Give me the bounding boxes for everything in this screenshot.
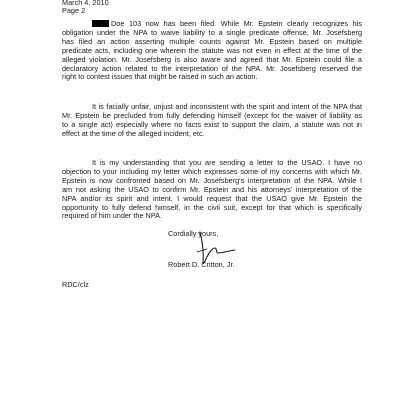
paragraph-1-line-5: alleged violation. Mr. Josefsberg is also aware and agreed that Mr. Epstein could file a bbox=[62, 55, 362, 64]
page-number: Page 2 bbox=[62, 6, 86, 15]
paragraph-1-line-1-text: Doe 103 now has been filed. While Mr. Epstein clearly recognizes his bbox=[111, 20, 362, 28]
paragraph-2-line-1: It is facially unfair, unjust and inconsistent with the spirit and intent of the NPA that bbox=[92, 103, 362, 111]
paragraph-1 bbox=[62, 20, 362, 82]
paragraph-1-line-6: declaratory action related to the interpretation of the NPA. Mr. Josefsberg reserved the bbox=[62, 64, 362, 73]
paragraph-1-line-4: predicate acts, including one wherein the statute was not even in effect at the time of the bbox=[62, 46, 362, 55]
paragraph-3-line-2: objection to your including my letter which expresses some of my concerns with which Mr. bbox=[62, 167, 362, 176]
paragraph-3-line-4: am not asking the USAO to confirm Mr. Epstein and his attorneys' interpretation of the bbox=[62, 185, 362, 194]
paragraph-3-line-6: opportunity to fully defend himself, in the civil suit, except for that which is specifically bbox=[62, 203, 362, 212]
paragraph-2 bbox=[62, 103, 362, 139]
paragraph-3-line-5: NPA and/or its spirit and intent, I would request that the USAO give Mr. Epstein the bbox=[62, 194, 362, 203]
paragraph-3-line-3: Epstein is now confronted based on Mr. Josefsberg's interpretation of the NPA. While I bbox=[62, 176, 362, 185]
redaction-bar bbox=[92, 20, 109, 27]
paragraph-1-line-3: has filed an action asserting multiple counts against Mr. Epstein based on multiple bbox=[62, 37, 362, 46]
paragraph-2-line-3: to a single act) especially where no facts exist to support the claim, a statute was not in bbox=[62, 120, 362, 129]
paragraph-3 bbox=[62, 159, 362, 221]
paragraph-1-line-2: obligation under the NPA to waive liability to a single predicate offense, Mr. Josefsberg bbox=[62, 28, 362, 37]
paragraph-3-line-7: required of him under the NPA. bbox=[62, 212, 163, 221]
paragraph-1-line-7: right to contest issues that might be raised in such an action. bbox=[62, 73, 258, 82]
typist-initials: RDC/clz bbox=[62, 280, 89, 289]
closing-salutation: Cordially yours, bbox=[168, 229, 219, 238]
letter-date: March 4, 2010 bbox=[62, 0, 109, 7]
signer-name: Robert D. Critton, Jr. bbox=[168, 260, 235, 269]
paragraph-2-line-2: Mr. Epstein be precluded from fully defending himself (except for the waiver of liability as bbox=[62, 111, 362, 120]
paragraph-1-line-1 bbox=[62, 20, 362, 29]
paragraph-3-line-1: It is my understanding that you are sending a letter to the USAO. I have no bbox=[92, 159, 362, 167]
paragraph-2-line-4: effect at the time of the alleged incident, etc. bbox=[62, 129, 205, 138]
